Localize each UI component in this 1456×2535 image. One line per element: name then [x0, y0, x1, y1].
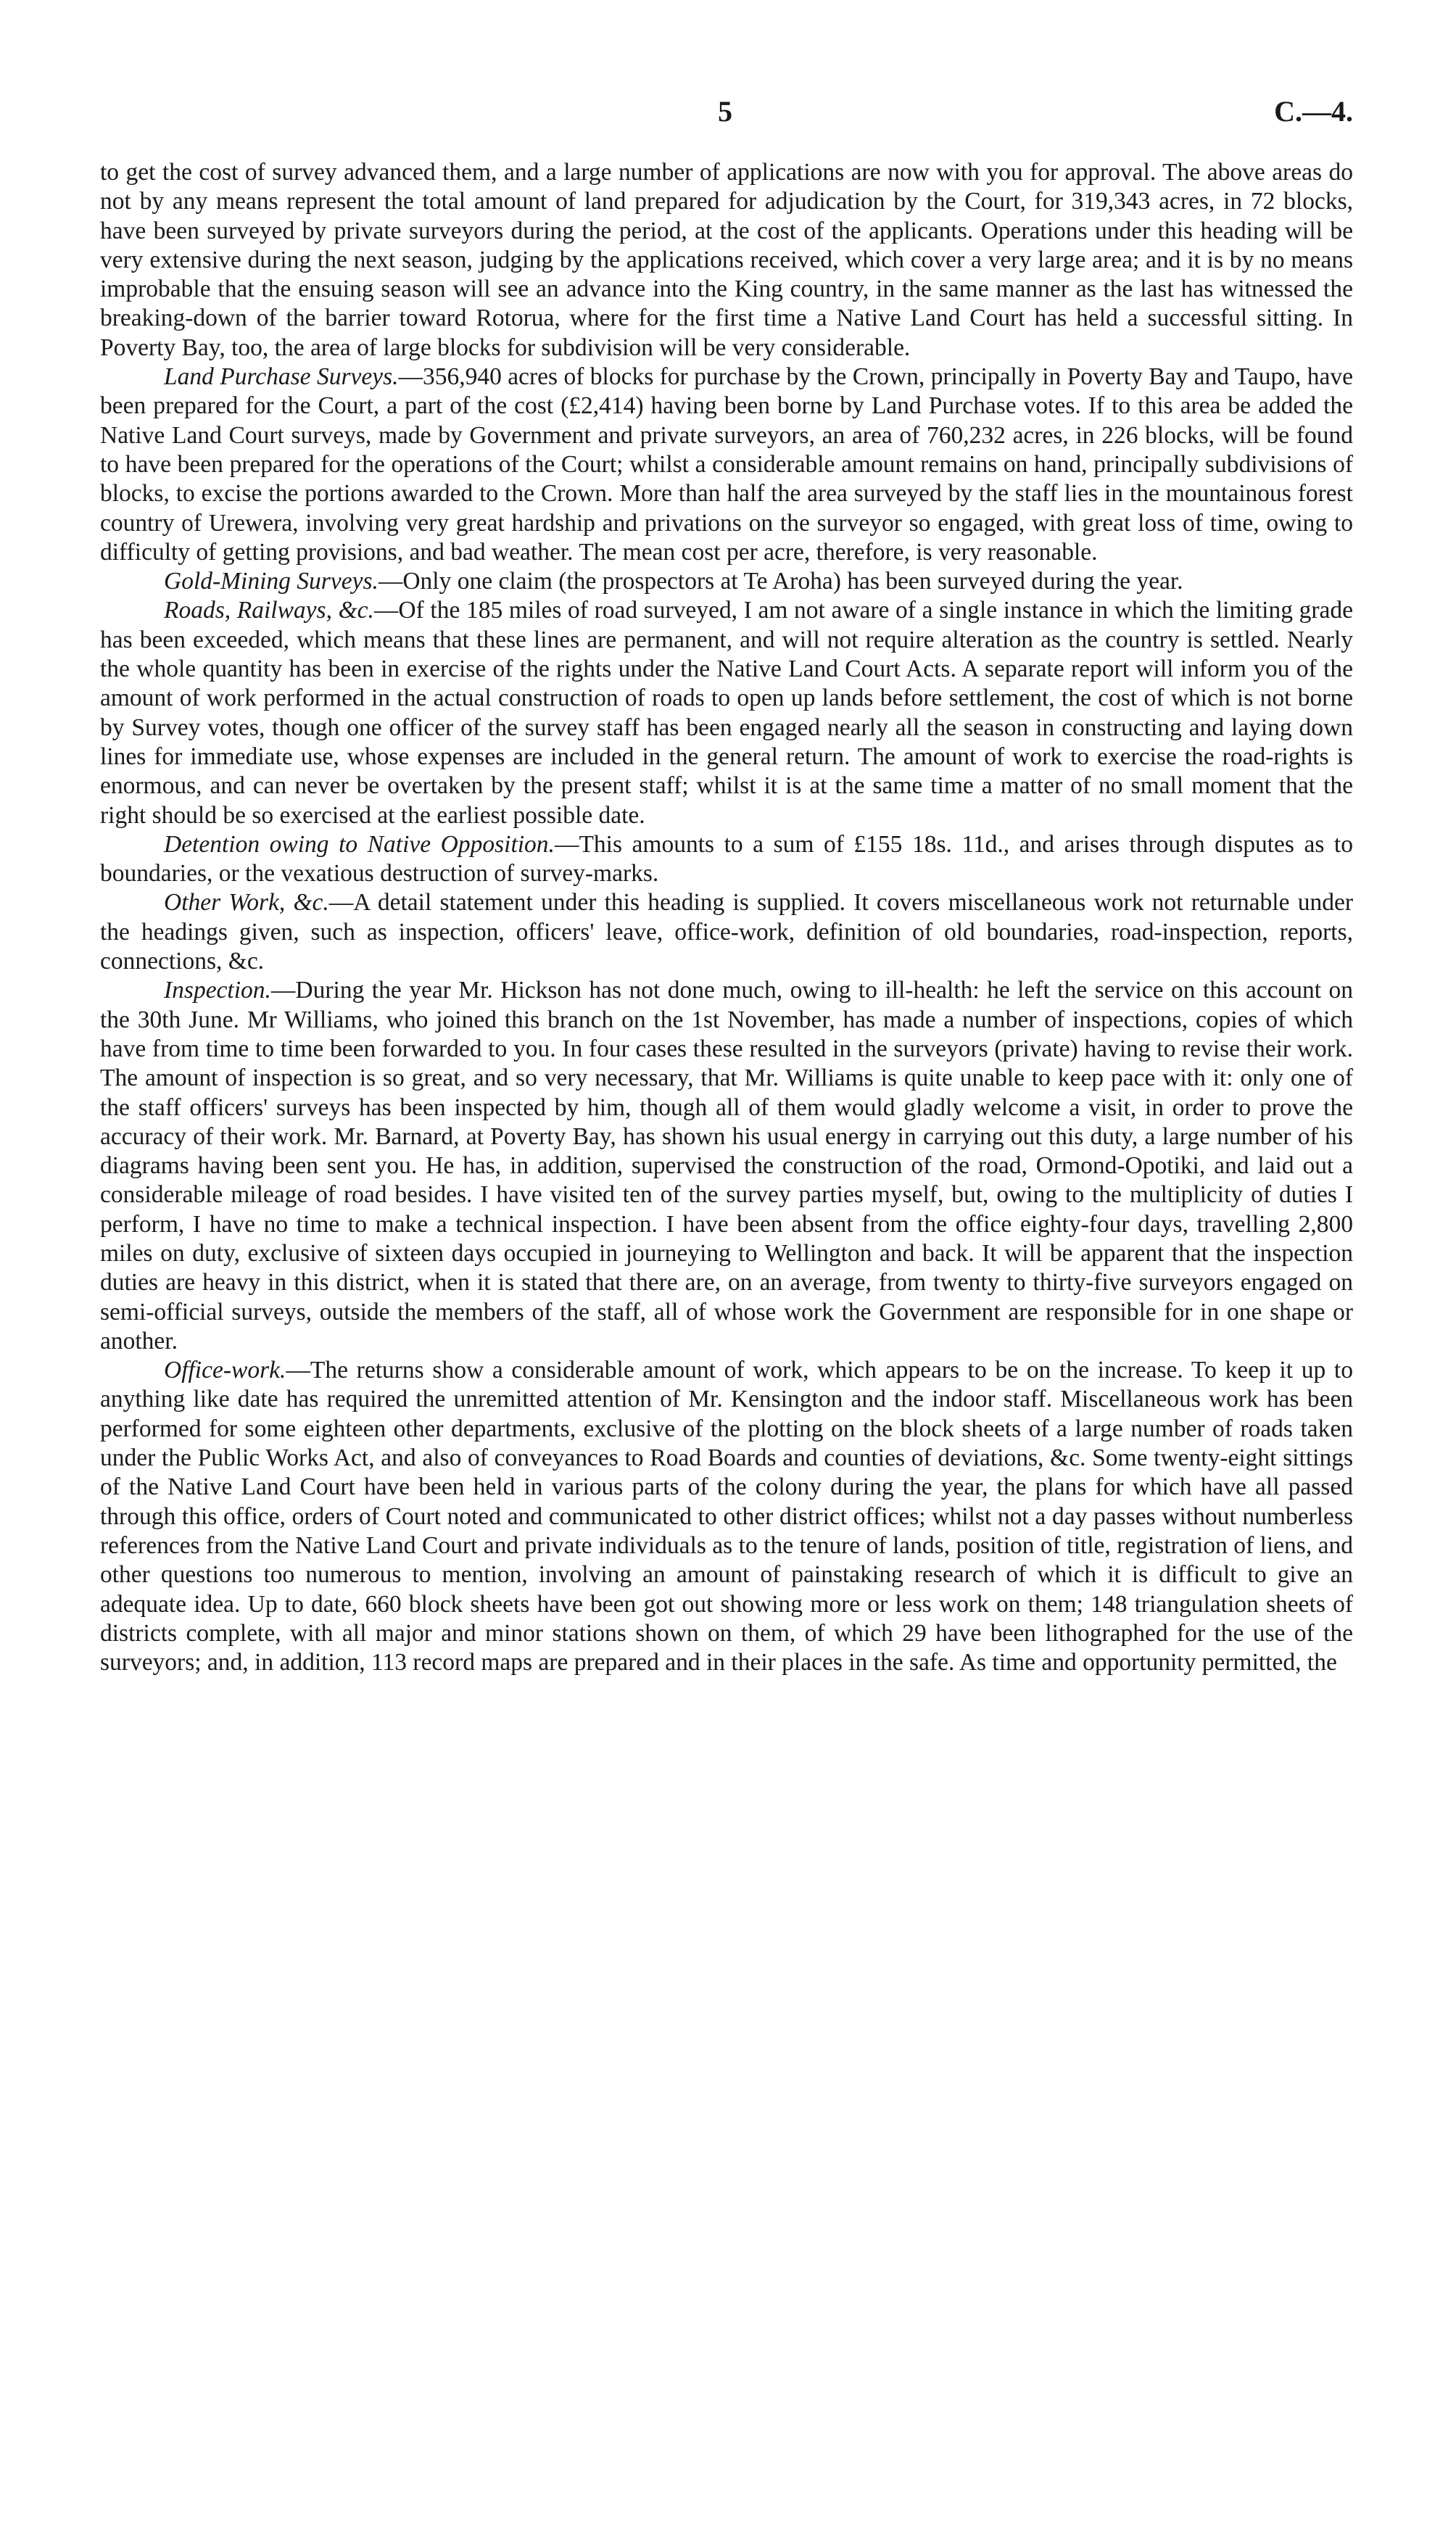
paragraph-heading: Gold-Mining Surveys.: [164, 568, 379, 595]
paragraph-heading: Other Work, &c.: [164, 889, 329, 917]
paragraph-other-work: [100, 888, 1353, 976]
paragraph-heading: Roads, Railways, &c.: [164, 597, 374, 624]
document-page: [100, 87, 1353, 1677]
paragraph-text: —The returns show a considerable amount of work, which appears to be on the increase. To keep it up to anything like date has required the unremitted attention of Mr. Kensington and the indoor staff. Miscellaneous work has been performed for some eighteen other departments, exclusive of the plotting on the block sheets of a large number of roads taken under the Public Works Act, and also of conveyances to Road Boards and counties of deviations, &c. Some twenty-eight sittings of the Native Land Court have been held in various parts of the colony during the year, the plans for which have all passed through this office, orders of Court noted and communicated to other district offices; whilst not a day passes without numberless references from the Native Land Court and private individuals as to the tenure of lands, position of title, registration of liens, and other questions too numerous to mention, involving an amount of painstaking research of which it is difficult to give an adequate idea. Up to date, 660 block sheets have been got out showing more or less work on them; 148 triangulation sheets of districts complete, with all major and minor stations shown on them, of which 29 have been lithographed for the use of the surveyors; and, in addition, 113 record maps are prepared and in their places in the safe. As time and opportunity permitted, the: [100, 1357, 1353, 1676]
paragraph-continuation: [100, 158, 1353, 363]
page-header: [100, 87, 1353, 138]
paragraph-office-work: [100, 1356, 1353, 1677]
paragraph-text: to get the cost of survey advanced them, and a large number of applications are now with you for approval. The above areas do not by any means represent the total amount of land prepared for adjudication by the Court, for 319,343 acres, in 72 blocks, have been surveyed by private surveyors during the period, at the cost of the applicants. Operations under this heading will be very extensive during the next season, judging by the applications received, which cover a very large area; and it is by no means improbable that the ensuing season will see an advance into the King country, in the same manner as the last has witnessed the breaking-down of the barrier toward Rotorua, where for the first time a Native Land Court has held a successful sitting. In Poverty Bay, too, the area of large blocks for subdivision will be very considerable.: [100, 159, 1353, 361]
page-number: 5: [718, 95, 732, 128]
paragraph-roads-railways: [100, 596, 1353, 830]
paragraph-inspection: [100, 976, 1353, 1356]
paragraph-detention-native-opposition: [100, 830, 1353, 889]
document-reference: C.—4.: [1274, 95, 1353, 128]
paragraph-heading: Detention owing to Native Opposition.: [164, 830, 555, 858]
paragraph-gold-mining-surveys: [100, 567, 1353, 596]
paragraph-text: —Only one claim (the prospectors at Te Aroha) has been surveyed during the year.: [378, 568, 1183, 595]
paragraph-text: —This amounts to a sum of £155 18s. 11d., and arises through disputes as to boundaries, or the vexatious destruction of survey-marks.: [100, 830, 1353, 888]
paragraph-text: —A detail statement under this heading is supplied. It covers miscellaneous work not returnable under the headings given, such as inspection, officers' leave, office-work, definition of old boundaries, road-inspection, reports, connections, &c.: [100, 889, 1353, 975]
paragraph-text: —356,940 acres of blocks for purchase by the Crown, principally in Poverty Bay and Taupo, have been prepared for the Court, a part of the cost (£2,414) having been borne by Land Purchase votes. If to this area be added the Native Land Court surveys, made by Government and private surveyors, an area of 760,232 acres, in 226 blocks, will be found to have been prepared for the operations of the Court; whilst a considerable amount remains on hand, principally subdivisions of blocks, to excise the portions awarded to the Crown. More than half the area surveyed by the staff lies in the mountainous forest country of Urewera, involving very great hardship and privations on the surveyor so engaged, with great loss of time, owing to difficulty of getting provisions, and bad weather. The mean cost per acre, therefore, is very reasonable.: [100, 363, 1354, 566]
paragraph-land-purchase-surveys: [100, 363, 1353, 567]
paragraph-text: —Of the 185 miles of road surveyed, I am not aware of a single instance in which the limiting grade has been exceeded, which means that these lines are permanent, and will not require alteration as the country is settled. Nearly the whole quantity has been in exercise of the rights under the Native Land Court Acts. A separate report will inform you of the amount of work performed in the actual construction of roads to open up lands before settlement, the cost of which is not borne by Survey votes, though one officer of the survey staff has been engaged nearly all the season in constructing and laying down lines for immediate use, whose expenses are included in the general return. The amount of work to exercise the road-rights is enormous, and can never be overtaken by the present staff; whilst it is at the same time a matter of no small moment that the right should be so exercised at the earliest possible date.: [100, 597, 1353, 829]
paragraph-text: —During the year Mr. Hickson has not done much, owing to ill-health: he left the service on this account on the 30th June. Mr Williams, who joined this branch on the 1st November, has made a number of inspections, copies of which have from time to time been forwarded to you. In four cases these resulted in the surveyors (private) having to revise their work. The amount of inspection is so great, and so very necessary, that Mr. Williams is quite unable to keep pace with it: only one of the staff officers' surveys has been inspected by him, though all of them would gladly welcome a visit, in order to prove the accuracy of their work. Mr. Barnard, at Poverty Bay, has shown his usual energy in carrying out this duty, a large number of his diagrams having been sent you. He has, in addition, supervised the construction of the road, Ormond-Opotiki, and laid out a considerable mileage of road besides. I have visited ten of the survey parties myself, but, owing to the multiplicity of duties I perform, I have no time to make a technical inspection. I have been absent from the office eighty-four days, travelling 2,800 miles on duty, exclusive of sixteen days occupied in journeying to Wellington and back. It will be apparent that the inspection duties are heavy in this district, when it is stated that there are, on an average, from twenty to thirty-five surveyors engaged on semi-official surveys, outside the members of the staff, all of whose work the Government are responsible for in one shape or another.: [100, 977, 1353, 1355]
paragraph-heading: Inspection.: [164, 977, 271, 1004]
body-text: [100, 158, 1353, 1677]
paragraph-heading: Office-work.: [164, 1357, 286, 1384]
paragraph-heading: Land Purchase Surveys.: [164, 363, 399, 391]
